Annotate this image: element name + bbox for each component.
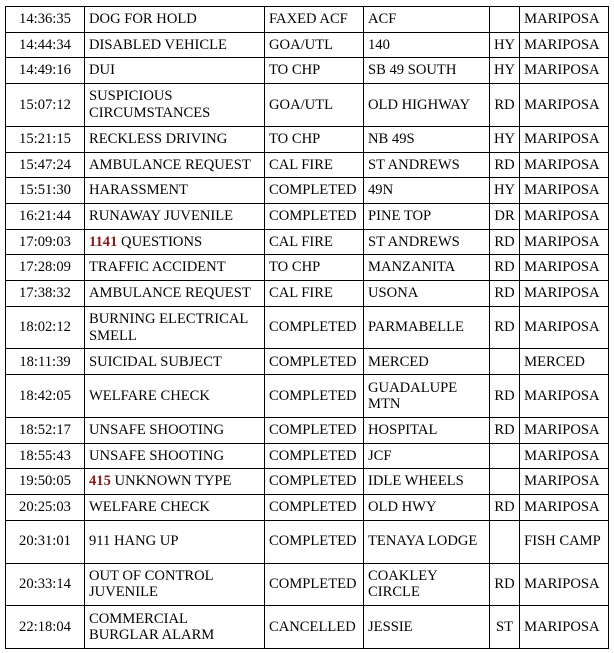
table-row	[6, 443, 609, 469]
incident-type: TRAFFIC ACCIDENT	[89, 259, 226, 276]
time-cell: 15:47:24	[6, 152, 85, 178]
incident-type: 911 HANG UP	[89, 533, 179, 550]
street-suffix-cell: RD	[490, 152, 520, 178]
location-cell: PARMABELLE	[364, 306, 490, 349]
location-cell: TENAYA LODGE	[364, 520, 490, 563]
table-row	[6, 469, 609, 495]
disposition-cell: COMPLETED	[265, 469, 364, 495]
street-suffix-cell: HY	[490, 178, 520, 204]
table-row	[6, 417, 609, 443]
location-cell: 140	[364, 32, 490, 58]
street-suffix-cell: RD	[490, 375, 520, 418]
disposition-cell: TO CHP	[265, 126, 364, 152]
time-cell: 20:31:01	[6, 520, 85, 563]
incident-cell	[85, 495, 265, 521]
street-suffix-cell: RD	[490, 417, 520, 443]
location-cell: ACF	[364, 7, 490, 33]
location-cell: COAKLEY CIRCLE	[364, 563, 490, 606]
city-cell: MARIPOSA	[520, 32, 609, 58]
city-cell: MARIPOSA	[520, 443, 609, 469]
time-cell: 18:42:05	[6, 375, 85, 418]
disposition-cell: GOA/UTL	[265, 84, 364, 127]
table-row	[6, 306, 609, 349]
incident-cell	[85, 563, 265, 606]
incident-type: WELFARE CHECK	[89, 387, 210, 404]
incident-code: 1141	[89, 233, 118, 250]
location-cell: JESSIE	[364, 606, 490, 649]
city-cell: MARIPOSA	[520, 126, 609, 152]
city-cell: MARIPOSA	[520, 495, 609, 521]
incident-cell	[85, 606, 265, 649]
incident-type: HARASSMENT	[89, 182, 188, 199]
incident-type: DUI	[89, 62, 115, 79]
city-cell: MARIPOSA	[520, 563, 609, 606]
incident-type: OUT OF CONTROL JUVENILE	[89, 567, 214, 601]
time-cell: 15:07:12	[6, 84, 85, 127]
street-suffix-cell: DR	[490, 203, 520, 229]
incident-cell	[85, 203, 265, 229]
street-suffix-cell	[490, 7, 520, 33]
table-row	[6, 84, 609, 127]
street-suffix-cell: HY	[490, 126, 520, 152]
time-cell: 19:50:05	[6, 469, 85, 495]
disposition-cell: COMPLETED	[265, 178, 364, 204]
incident-cell	[85, 417, 265, 443]
incident-type: SUSPICIOUS CIRCUMSTANCES	[89, 88, 211, 121]
city-cell: MARIPOSA	[520, 58, 609, 84]
city-cell: MARIPOSA	[520, 255, 609, 281]
incident-type: AMBULANCE REQUEST	[89, 156, 251, 173]
location-cell: JCF	[364, 443, 490, 469]
disposition-cell: COMPLETED	[265, 443, 364, 469]
incident-log-body	[6, 7, 609, 649]
table-row	[6, 152, 609, 178]
disposition-cell: COMPLETED	[265, 417, 364, 443]
incident-cell	[85, 375, 265, 418]
city-cell: MARIPOSA	[520, 178, 609, 204]
city-cell: MARIPOSA	[520, 606, 609, 649]
street-suffix-cell: RD	[490, 563, 520, 606]
disposition-cell: CAL FIRE	[265, 229, 364, 255]
incident-type: BURNING ELECTRICAL SMELL	[89, 311, 248, 344]
incident-cell	[85, 126, 265, 152]
disposition-cell: CAL FIRE	[265, 280, 364, 306]
incident-log-table	[5, 6, 609, 649]
time-cell: 17:28:09	[6, 255, 85, 281]
city-cell: MARIPOSA	[520, 203, 609, 229]
table-row	[6, 7, 609, 33]
disposition-cell: COMPLETED	[265, 563, 364, 606]
disposition-cell: COMPLETED	[265, 306, 364, 349]
city-cell: MARIPOSA	[520, 229, 609, 255]
incident-cell	[85, 443, 265, 469]
location-cell: NB 49S	[364, 126, 490, 152]
location-cell: OLD HWY	[364, 495, 490, 521]
city-cell: MARIPOSA	[520, 84, 609, 127]
table-row	[6, 349, 609, 375]
time-cell: 22:18:04	[6, 606, 85, 649]
street-suffix-cell: ST	[490, 606, 520, 649]
disposition-cell: TO CHP	[265, 255, 364, 281]
time-cell: 18:11:39	[6, 349, 85, 375]
disposition-cell: GOA/UTL	[265, 32, 364, 58]
table-row	[6, 606, 609, 649]
incident-type: WELFARE CHECK	[89, 499, 210, 516]
street-suffix-cell	[490, 520, 520, 563]
location-cell: ST ANDREWS	[364, 152, 490, 178]
incident-cell	[85, 255, 265, 281]
incident-cell	[85, 520, 265, 563]
incident-type: RECKLESS DRIVING	[89, 130, 228, 147]
incident-cell	[85, 32, 265, 58]
street-suffix-cell: HY	[490, 58, 520, 84]
incident-cell	[85, 349, 265, 375]
location-cell: IDLE WHEELS	[364, 469, 490, 495]
city-cell: MARIPOSA	[520, 7, 609, 33]
incident-type: COMMERCIAL BURGLAR ALARM	[89, 610, 215, 644]
time-cell: 18:55:43	[6, 443, 85, 469]
street-suffix-cell: RD	[490, 84, 520, 127]
city-cell: MERCED	[520, 349, 609, 375]
location-cell: 49N	[364, 178, 490, 204]
incident-cell	[85, 280, 265, 306]
disposition-cell: CANCELLED	[265, 606, 364, 649]
time-cell: 20:25:03	[6, 495, 85, 521]
location-cell: MANZANITA	[364, 255, 490, 281]
city-cell: MARIPOSA	[520, 417, 609, 443]
incident-type: AMBULANCE REQUEST	[89, 285, 251, 302]
city-cell: MARIPOSA	[520, 306, 609, 349]
table-row	[6, 495, 609, 521]
disposition-cell: COMPLETED	[265, 495, 364, 521]
incident-type: DISABLED VEHICLE	[89, 36, 227, 53]
city-cell: MARIPOSA	[520, 152, 609, 178]
table-row	[6, 229, 609, 255]
street-suffix-cell: RD	[490, 280, 520, 306]
incident-cell	[85, 229, 265, 255]
street-suffix-cell	[490, 349, 520, 375]
incident-cell	[85, 306, 265, 349]
time-cell: 17:38:32	[6, 280, 85, 306]
time-cell: 17:09:03	[6, 229, 85, 255]
location-cell: PINE TOP	[364, 203, 490, 229]
disposition-cell: COMPLETED	[265, 203, 364, 229]
street-suffix-cell: RD	[490, 255, 520, 281]
time-cell: 14:36:35	[6, 7, 85, 33]
table-row	[6, 375, 609, 418]
incident-type: UNKNOWN TYPE	[114, 473, 232, 490]
incident-type: QUESTIONS	[121, 233, 203, 250]
street-suffix-cell: RD	[490, 306, 520, 349]
incident-type: UNSAFE SHOOTING	[89, 422, 224, 439]
table-row	[6, 280, 609, 306]
location-cell: ST ANDREWS	[364, 229, 490, 255]
city-cell: FISH CAMP	[520, 520, 609, 563]
time-cell: 15:21:15	[6, 126, 85, 152]
incident-cell	[85, 178, 265, 204]
incident-type: DOG FOR HOLD	[89, 11, 197, 28]
incident-type: SUICIDAL SUBJECT	[89, 353, 222, 370]
incident-cell	[85, 7, 265, 33]
street-suffix-cell	[490, 469, 520, 495]
incident-cell	[85, 469, 265, 495]
location-cell: SB 49 SOUTH	[364, 58, 490, 84]
table-row	[6, 126, 609, 152]
table-row	[6, 178, 609, 204]
street-suffix-cell: HY	[490, 32, 520, 58]
disposition-cell: TO CHP	[265, 58, 364, 84]
street-suffix-cell	[490, 443, 520, 469]
street-suffix-cell: RD	[490, 495, 520, 521]
incident-cell	[85, 84, 265, 127]
time-cell: 15:51:30	[6, 178, 85, 204]
city-cell: MARIPOSA	[520, 375, 609, 418]
disposition-cell: COMPLETED	[265, 520, 364, 563]
street-suffix-cell: RD	[490, 229, 520, 255]
incident-cell	[85, 58, 265, 84]
time-cell: 20:33:14	[6, 563, 85, 606]
disposition-cell: COMPLETED	[265, 349, 364, 375]
table-row	[6, 255, 609, 281]
location-cell: HOSPITAL	[364, 417, 490, 443]
time-cell: 14:49:16	[6, 58, 85, 84]
table-row	[6, 520, 609, 563]
location-cell: MERCED	[364, 349, 490, 375]
table-row	[6, 203, 609, 229]
location-cell: USONA	[364, 280, 490, 306]
incident-type: UNSAFE SHOOTING	[89, 447, 224, 464]
city-cell: MARIPOSA	[520, 469, 609, 495]
disposition-cell: FAXED ACF	[265, 7, 364, 33]
table-row	[6, 58, 609, 84]
disposition-cell: COMPLETED	[265, 375, 364, 418]
disposition-cell: CAL FIRE	[265, 152, 364, 178]
location-cell: GUADALUPE MTN	[364, 375, 490, 418]
incident-code: 415	[89, 473, 111, 490]
table-row	[6, 563, 609, 606]
location-cell: OLD HIGHWAY	[364, 84, 490, 127]
table-row	[6, 32, 609, 58]
time-cell: 14:44:34	[6, 32, 85, 58]
city-cell: MARIPOSA	[520, 280, 609, 306]
time-cell: 18:02:12	[6, 306, 85, 349]
incident-type: RUNAWAY JUVENILE	[89, 208, 234, 225]
incident-cell	[85, 152, 265, 178]
time-cell: 18:52:17	[6, 417, 85, 443]
time-cell: 16:21:44	[6, 203, 85, 229]
